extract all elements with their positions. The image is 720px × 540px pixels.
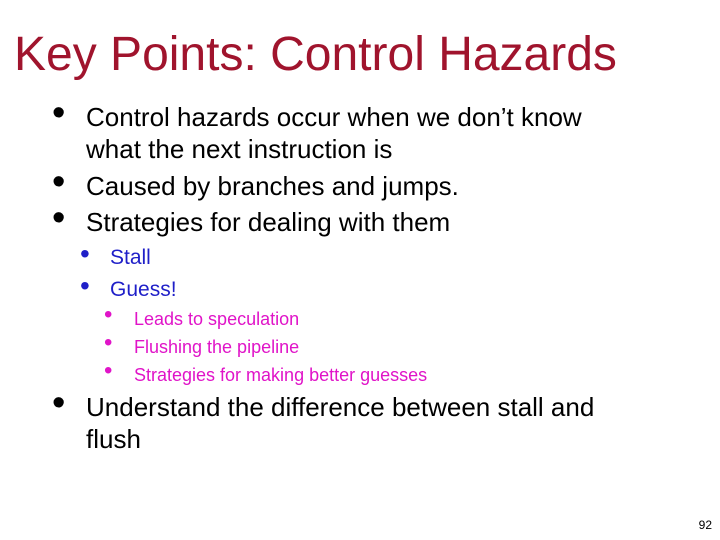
slide-title: Key Points: Control Hazards — [14, 28, 617, 81]
bullet-text-continued: flush — [86, 424, 141, 454]
sub-bullet-text: Guess! — [110, 278, 177, 301]
bullet-dot-icon: • — [52, 92, 66, 134]
bullet-dot-icon: • — [52, 382, 66, 424]
bullet-dot-icon: • — [104, 329, 113, 356]
bullet-dot-icon: • — [104, 357, 113, 384]
page-number: 92 — [698, 518, 712, 532]
bullet-dot-icon: • — [52, 161, 66, 203]
bullet-dot-icon: • — [80, 238, 90, 269]
bullet-dot-icon: • — [80, 270, 90, 301]
sub-sub-bullet-text: Leads to speculation — [134, 309, 300, 329]
sub-sub-bullet-text: Flushing the pipeline — [134, 337, 300, 357]
bullet-text-continued: what the next instruction is — [86, 134, 393, 164]
bullet-text: Control hazards occur when we don’t know — [86, 102, 582, 132]
sub-sub-bullet-text: Strategies for making better guesses — [134, 365, 428, 385]
bullet-text: Understand the difference between stall and — [86, 392, 595, 422]
bullet-dot-icon: • — [52, 197, 66, 239]
bullet-text: Caused by branches and jumps. — [86, 171, 459, 201]
bullet-text: Strategies for dealing with them — [86, 207, 451, 237]
bullet-dot-icon: • — [104, 301, 113, 328]
sub-bullet-text: Stall — [110, 246, 151, 269]
